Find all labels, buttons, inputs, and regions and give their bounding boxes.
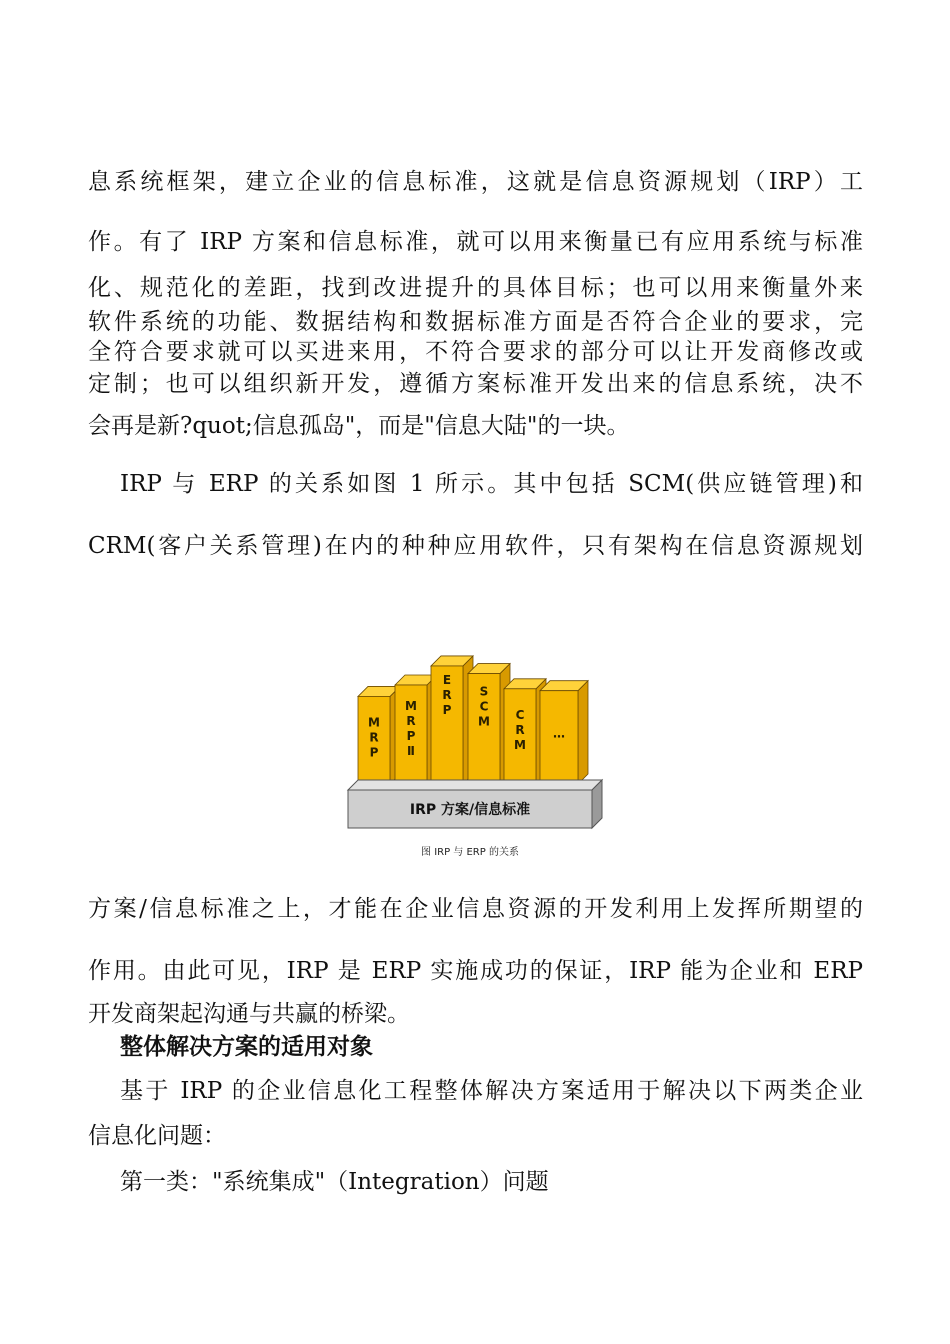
figure-bar <box>358 686 400 784</box>
figure-bar-label: Ⅱ <box>407 743 415 758</box>
figure-bar-label: R <box>369 730 379 745</box>
paragraph-line: CRM(客户关系管理)在内的种种应用软件，只有架构在信息资源规划 <box>88 533 863 559</box>
paragraph-line: 会再是新?quot;信息孤岛"，而是"信息大陆"的一块。 <box>88 413 630 439</box>
paragraph-line: 第一类："系统集成"（Integration）问题 <box>120 1169 549 1195</box>
paragraph-line: 开发商架起沟通与共赢的桥梁。 <box>88 1001 410 1027</box>
figure-bar-label: P <box>369 745 379 760</box>
paragraph-line: 息系统框架，建立企业的信息标准，这就是信息资源规划（IRP）工 <box>88 169 863 195</box>
figure-bar-label: … <box>553 726 565 741</box>
figure-bar-label: S <box>479 684 489 699</box>
paragraph-line: 定制；也可以组织新开发，遵循方案标准开发出来的信息系统，决不 <box>88 371 863 397</box>
section-heading: 整体解决方案的适用对象 <box>120 1034 373 1060</box>
paragraph-line: 信息化问题： <box>88 1123 226 1149</box>
figure-bar-label: M <box>405 698 417 713</box>
irp-erp-figure <box>340 604 610 864</box>
figure-bar-label: P <box>406 728 416 743</box>
paragraph-line: 软件系统的功能、数据结构和数据标准方面是否符合企业的要求，完 <box>88 309 863 335</box>
paragraph-line: 基于 IRP 的企业信息化工程整体解决方案适用于解决以下两类企业 <box>120 1078 863 1104</box>
paragraph-line: 全符合要求就可以买进来用，不符合要求的部分可以让开发商修改或 <box>88 339 863 365</box>
paragraph-line: 作。有了 IRP 方案和信息标准，就可以用来衡量已有应用系统与标准 <box>88 229 863 255</box>
figure-bar-label: E <box>442 672 452 687</box>
paragraph-line: IRP 与 ERP 的关系如图 1 所示。其中包括 SCM(供应链管理)和 <box>120 471 863 497</box>
figure-bar-label: M <box>478 714 490 729</box>
figure-base <box>348 780 602 828</box>
figure-bar-label: C <box>479 699 489 714</box>
paragraph-line: 化、规范化的差距，找到改进提升的具体目标；也可以用来衡量外来 <box>88 275 863 301</box>
figure-bar-label: P <box>442 702 452 717</box>
figure-bar <box>431 656 473 784</box>
figure-caption: 图 IRP 与 ERP 的关系 <box>421 847 519 858</box>
figure-bar-label: R <box>406 713 416 728</box>
figure-bar-label: R <box>442 687 452 702</box>
figure-bar-label: M <box>368 715 380 730</box>
paragraph-line: 方案/信息标准之上，才能在企业信息资源的开发利用上发挥所期望的 <box>88 896 863 922</box>
figure-base-label: IRP 方案/信息标准 <box>409 802 531 818</box>
figure-bar-label: R <box>515 722 525 737</box>
figure-bar-label: M <box>514 737 526 752</box>
figure-bar <box>540 681 588 784</box>
figure-bar-label: C <box>515 707 525 722</box>
paragraph-line: 作用。由此可见，IRP 是 ERP 实施成功的保证，IRP 能为企业和 ERP <box>88 958 863 984</box>
